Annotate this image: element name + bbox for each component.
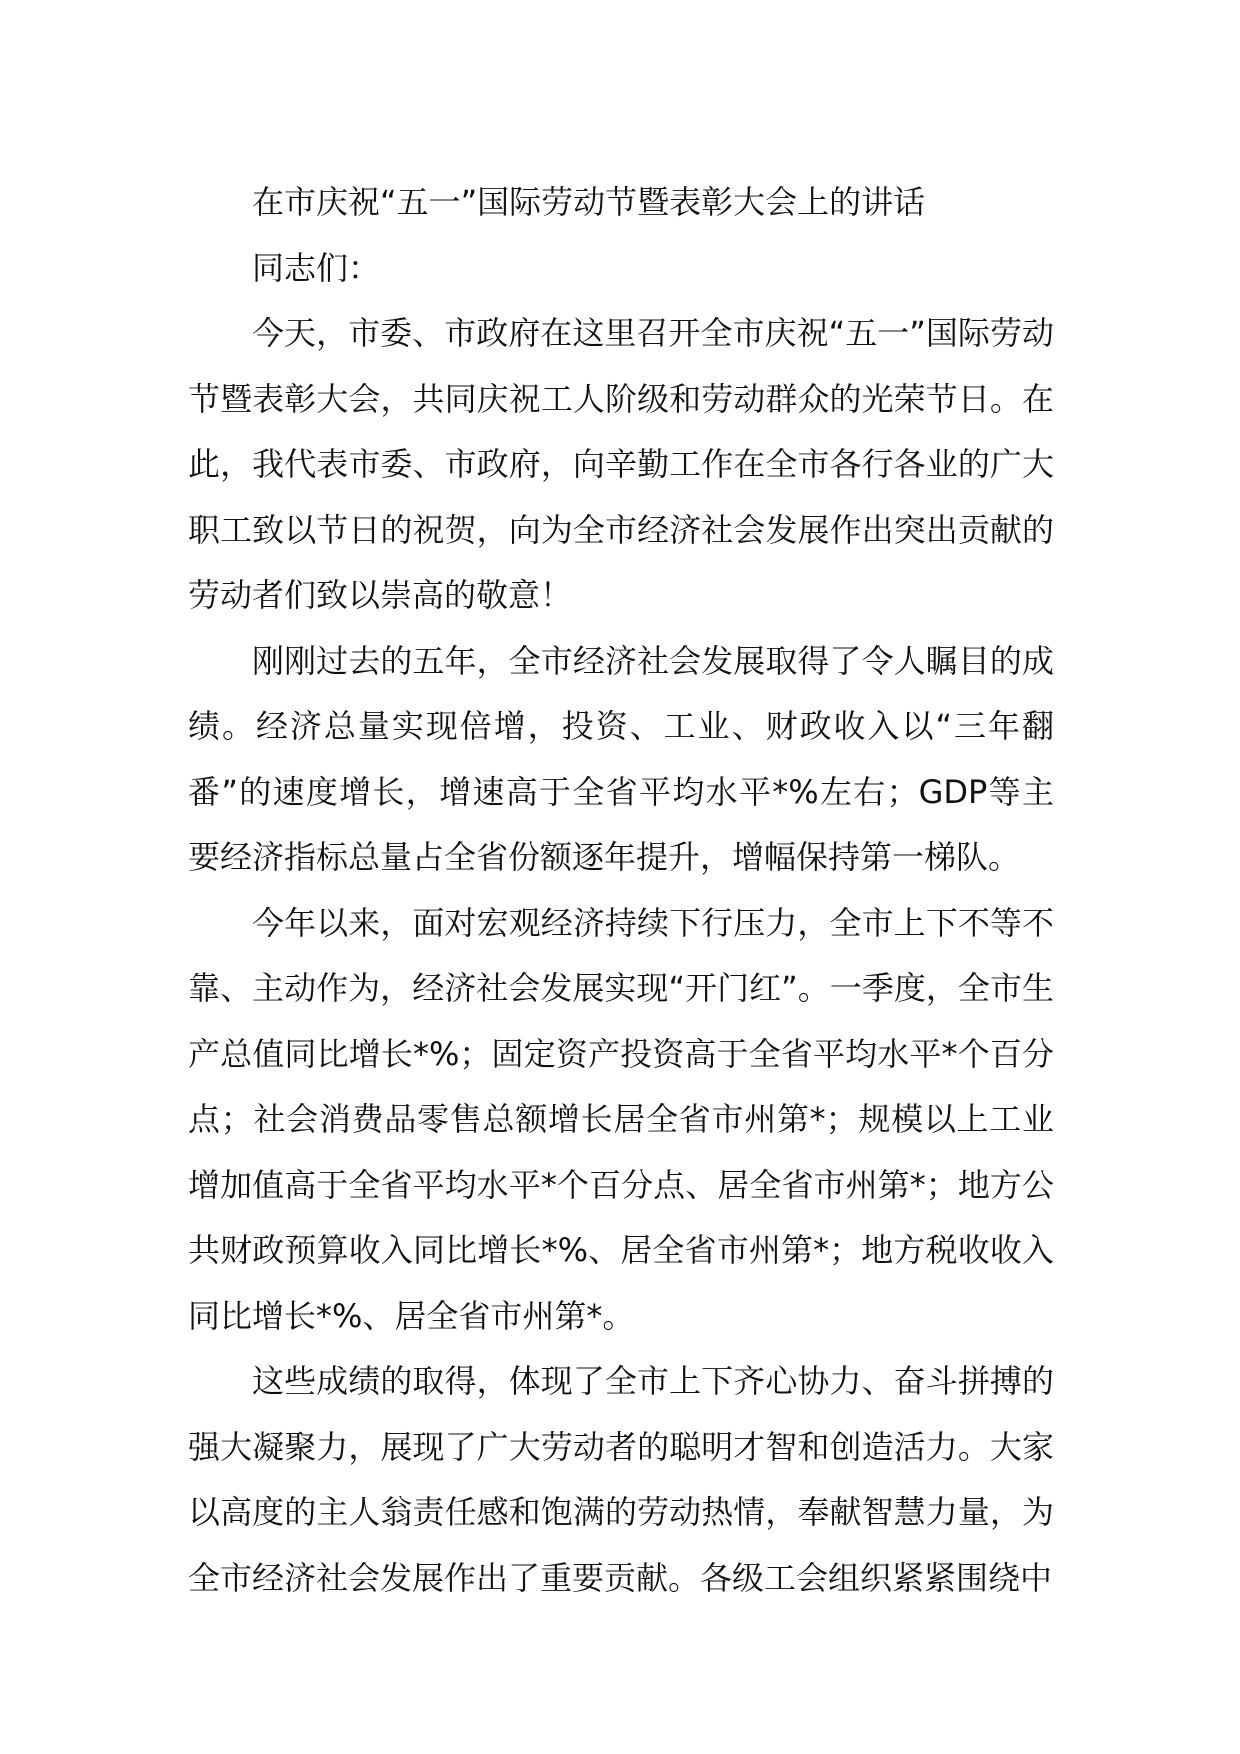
document-body [188, 170, 1054, 1611]
paragraph-credit-to-workers: 这些成绩的取得，体现了全市上下齐心协力、奋斗拼搏的强大凝聚力，展现了广大劳动者的聪明才智和创造活力。大家以高度的主人翁责任感和饱满的劳动热情，奉献智慧力量，为全市经济社会发展作出了重要贡献。各级工会组织紧紧围绕中 [188, 1362, 1054, 1597]
speech-title: 在市庆祝“五一”国际劳动节暨表彰大会上的讲话 [252, 183, 926, 221]
salutation: 同志们： [252, 248, 381, 287]
paragraph-opening: 今天，市委、市政府在这里召开全市庆祝“五一”国际劳动节暨表彰大会，共同庆祝工人阶级和劳动群众的光荣节日。在此，我代表市委、市政府，向辛勤工作在全市各行各业的广大职工致以节日的祝贺，向为全市经济社会发展作出突出贡献的劳动者们致以崇高的敬意！ [188, 314, 1054, 614]
paragraph-five-year-achievements: 刚刚过去的五年，全市经济社会发展取得了令人瞩目的成绩。经济总量实现倍增，投资、工业、财政收入以“三年翻番”的速度增长，增速高于全省平均水平*%左右；GDP等主要经济指标总量占全省份额逐年提升，增幅保持第一梯队。 [188, 641, 1054, 876]
paragraph-this-year-performance: 今年以来，面对宏观经济持续下行压力，全市上下不等不靠、主动作为，经济社会发展实现“开门红”。一季度，全市生产总值同比增长*%；固定资产投资高于全省平均水平*个百分点；社会消费品零售总额增长居全省市州第*；规模以上工业增加值高于全省平均水平*个百分点、居全省市州第*；地方公共财政预算收入同比增长*%、居全省市州第*；地方税收收入同比增长*%、居全省市州第*。 [188, 903, 1054, 1335]
